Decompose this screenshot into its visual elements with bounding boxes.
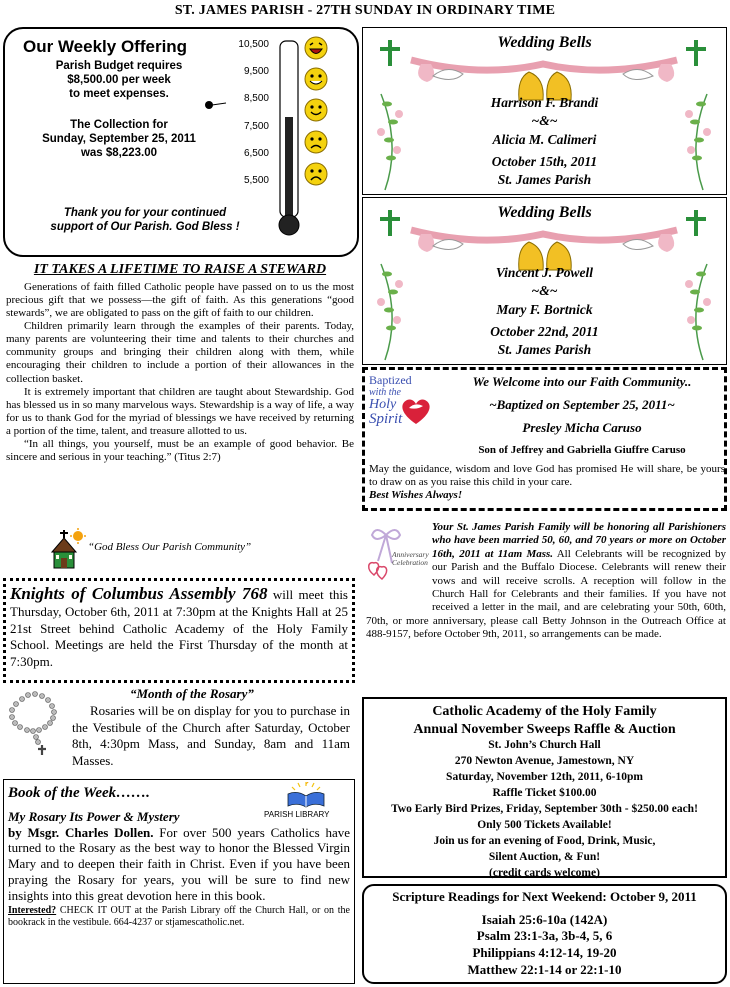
rosary-body	[72, 703, 350, 769]
wedding-1-title: Wedding Bells	[497, 34, 592, 51]
raffle-title-1: Catholic Academy of the Holy Family	[432, 704, 657, 719]
thanks-line-2: support of Our Parish. God Bless !	[50, 220, 240, 233]
book-of-week-box	[3, 779, 355, 984]
anniversary-announcement	[366, 521, 726, 642]
scripture-reading: Philippians 4:12-14, 19-20	[472, 945, 617, 961]
wedding-1-groom: Harrison F. Brandi	[490, 95, 599, 110]
offering-title: Our Weekly Offering	[23, 37, 188, 56]
scripture-reading: Psalm 23:1-3a, 3b-4, 5, 6	[476, 928, 613, 944]
anniversary-logo	[366, 521, 428, 609]
logo-line-1: Baptized	[369, 373, 412, 387]
anniversary-logo-line-1: Anniversary	[392, 550, 429, 559]
smile-face-icon	[303, 97, 329, 123]
book-body	[8, 825, 350, 904]
book-subtitle: My Rosary Its Power & Mystery	[8, 809, 180, 824]
wedding-2-title: Wedding Bells	[497, 204, 592, 221]
anniversary-lead: Your St. James Parish Family will be honoring all Parishioners who have been married 50, 60, and 70 years or more on October 16th, 2011 at 11am Mass.	[432, 521, 726, 560]
steward-paragraph-4: “In all things, you yourself, must be an example of good behavior. Be sincere and serious in your teaching.” (Titus 2:7)	[6, 437, 354, 464]
baptism-closing: Best Wishes Always!	[369, 489, 463, 502]
collection-text	[19, 119, 219, 160]
anniversary-body: All Celebrants will be recognized by our Parish and the Buffalo Diocese. Celebrants will renew their vows and will receive scrolls. A reception will follow in the Church Hall for Celebrants and their families. If you have not received a letter in the mail, and are celebrating your 50th, 60th, 70th, or more anniversary, please call Betty Johnson in the Outreach Office at 488-9157, before October 9th, 2011, so arrangements can be made.	[366, 547, 727, 641]
raffle-line: Two Early Bird Prizes, Friday, September 30th - $250.00 each!	[391, 803, 698, 816]
wedding-2-date: October 22nd, 2011	[490, 324, 599, 340]
rosary-title: “Month of the Rosary”	[130, 686, 254, 701]
steward-body	[6, 281, 354, 464]
scripture-reading: Matthew 22:1-14 or 22:1-10	[467, 962, 622, 978]
interested-label: Interested?	[8, 904, 57, 916]
scale-7500: 7,500	[243, 121, 269, 132]
scripture-reading: Isaiah 25:6-10a (142A)	[481, 911, 608, 927]
raffle-line: 270 Newton Avenue, Jamestown, NY	[454, 755, 635, 768]
anniversary-logo-line-2: Celebration	[392, 558, 428, 568]
kofc-title: Knights of Columbus Assembly 768	[10, 584, 268, 603]
library-label: PARISH LIBRARY	[264, 810, 330, 819]
steward-paragraph-3: It is extremely important that children are taught about Stewardship. God has blessed us in so many marvelous ways. Stewardship is a way of life, a way for us to thank God for the myriad of blessings we have received by returning a portion of the time, talent, and treasure allotted to us.	[6, 385, 354, 437]
kofc-body: will meet this Thursday, October 6th, 2011 at 7:30pm at the Knights Hall at 25 21st Street behind Catholic Academy of the Holy Family School. Meetings are held the First Thursday of the month at 7:30pm.	[10, 587, 348, 669]
open-book-icon	[286, 782, 326, 808]
scale-10500: 10,500	[238, 39, 269, 50]
pointer-icon	[203, 99, 227, 111]
baptism-blessing-text: May the guidance, wisdom and love God has promised He will share, be yours to draw on as you raise this child in your care.	[369, 463, 725, 489]
wedding-1-date: October 15th, 2011	[491, 154, 598, 170]
wedding-announcement-2	[362, 197, 727, 365]
baptism-date: ~Baptized on September 25, 2011~	[489, 397, 675, 412]
scale-8500: 8,500	[243, 93, 269, 104]
weekly-offering-box	[3, 27, 359, 257]
collection-line-2: Sunday, September 25, 2011	[42, 132, 196, 145]
scale-5500: 5,500	[243, 175, 269, 186]
interested-text: CHECK IT OUT at the Parish Library off the Church Hall, or on the bookrack in the vestibule. 664-4237 or stjamescatholic.net.	[8, 904, 350, 928]
page-header: ST. JAMES PARISH - 27TH SUNDAY IN ORDINARY TIME	[174, 3, 556, 18]
heart-dove-icon	[399, 396, 433, 426]
wedding-2-joiner: ~&~	[531, 283, 558, 299]
wedding-2-details	[363, 264, 726, 360]
laughing-face-icon	[303, 35, 329, 61]
thermometer-icon	[277, 39, 301, 239]
baptism-blessing	[369, 463, 725, 503]
baptism-box	[362, 367, 727, 511]
raffle-auction-box	[362, 697, 727, 878]
scale-9500: 9,500	[243, 66, 269, 77]
wedding-2-place: St. James Parish	[497, 342, 592, 358]
collection-line-1: The Collection for	[70, 119, 168, 131]
wedding-1-joiner: ~&~	[531, 113, 558, 129]
raffle-line: Only 500 Tickets Available!	[477, 819, 612, 832]
big-smile-face-icon	[303, 66, 329, 92]
baptism-child-name: Presley Micha Caruso	[522, 420, 642, 435]
thanks-line-1: Thank you for your continued	[63, 207, 227, 219]
wedding-1-bride: Alicia M. Calimeri	[492, 131, 597, 147]
steward-paragraph-2: Children primarily learn through the examples of their parents. Today, many parents are volunteering their time and talents to their churches and community groups and bringing their children along with them, while encouraging their children to include a portion of their allowances in the collection basket.	[6, 320, 354, 385]
anniversary-logo-text	[392, 551, 429, 568]
baptism-parents: Son of Jeffrey and Gabriella Giuffre Caruso	[478, 444, 686, 456]
raffle-line: Join us for an evening of Food, Drink, Music,	[433, 835, 656, 848]
sad-face-icon	[303, 161, 329, 187]
book-interested	[8, 905, 350, 929]
budget-line-1: Parish Budget requires	[55, 60, 183, 72]
knights-of-columbus-box	[3, 578, 355, 683]
scale-6500: 6,500	[243, 148, 269, 159]
rosary-text: Rosaries will be on display for you to purchase in the Vestibule of the Church after Saturday, October 8th, 4:30pm Mass, and Sunday, 8am and 11am Masses.	[72, 703, 350, 768]
raffle-line: (credit cards welcome)	[489, 867, 600, 880]
baptized-holy-spirit-logo	[369, 374, 435, 452]
raffle-line: Saturday, November 12th, 2011, 6-10pm	[446, 771, 643, 784]
book-description: For over 500 years Catholics have turned to the Rosary as the best way to honor the Blessed Virgin Mary and to deepen their faith in Christ. Even if you have been praying the Rosary for years, you will be sure to find new insights into this great devotion here in this book.	[8, 824, 351, 904]
budget-text	[19, 60, 219, 101]
wedding-2-groom: Vincent J. Powell	[495, 265, 594, 280]
book-author: by Msgr. Charles Dollen.	[8, 824, 154, 840]
offering-thanks	[25, 207, 265, 235]
scripture-title: Scripture Readings for Next Weekend: October 9, 2011	[392, 889, 697, 904]
wedding-announcement-1	[362, 27, 727, 195]
frown-face-icon	[303, 129, 329, 155]
budget-line-3: to meet expenses.	[69, 87, 169, 100]
logo-line-3: Holy	[369, 396, 397, 412]
logo-line-4: Spirit	[369, 411, 403, 428]
wedding-2-bride: Mary F. Bortnick	[496, 301, 593, 317]
steward-paragraph-1: Generations of faith filled Catholic people have passed on to us the most precious gift that we possess—the gift of faith. As this generations “good stewards”, we are obligated to pass on the gift of faith to our children.	[6, 281, 354, 320]
rosary-icon	[6, 690, 68, 756]
logo-line-2: with the	[369, 386, 401, 398]
raffle-line: Raffle Ticket $100.00	[492, 787, 597, 800]
raffle-line: Silent Auction, & Fun!	[488, 851, 601, 864]
book-title: Book of the Week…….	[8, 785, 150, 801]
budget-line-2: $8,500.00 per week	[67, 73, 171, 86]
raffle-title-2: Annual November Sweeps Raffle & Auction	[413, 721, 676, 737]
baptism-title: We Welcome into our Faith Community..	[472, 374, 692, 389]
scripture-readings-box	[362, 884, 727, 984]
wedding-1-place: St. James Parish	[497, 172, 592, 188]
parish-motto: “God Bless Our Parish Community”	[88, 541, 252, 553]
steward-title: IT TAKES A LIFETIME TO RAISE A STEWARD	[33, 262, 327, 277]
collection-line-3: was $8,223.00	[80, 146, 158, 159]
church-icon	[44, 528, 86, 570]
raffle-line: St. John’s Church Hall	[488, 739, 601, 752]
wedding-1-details	[363, 94, 726, 190]
